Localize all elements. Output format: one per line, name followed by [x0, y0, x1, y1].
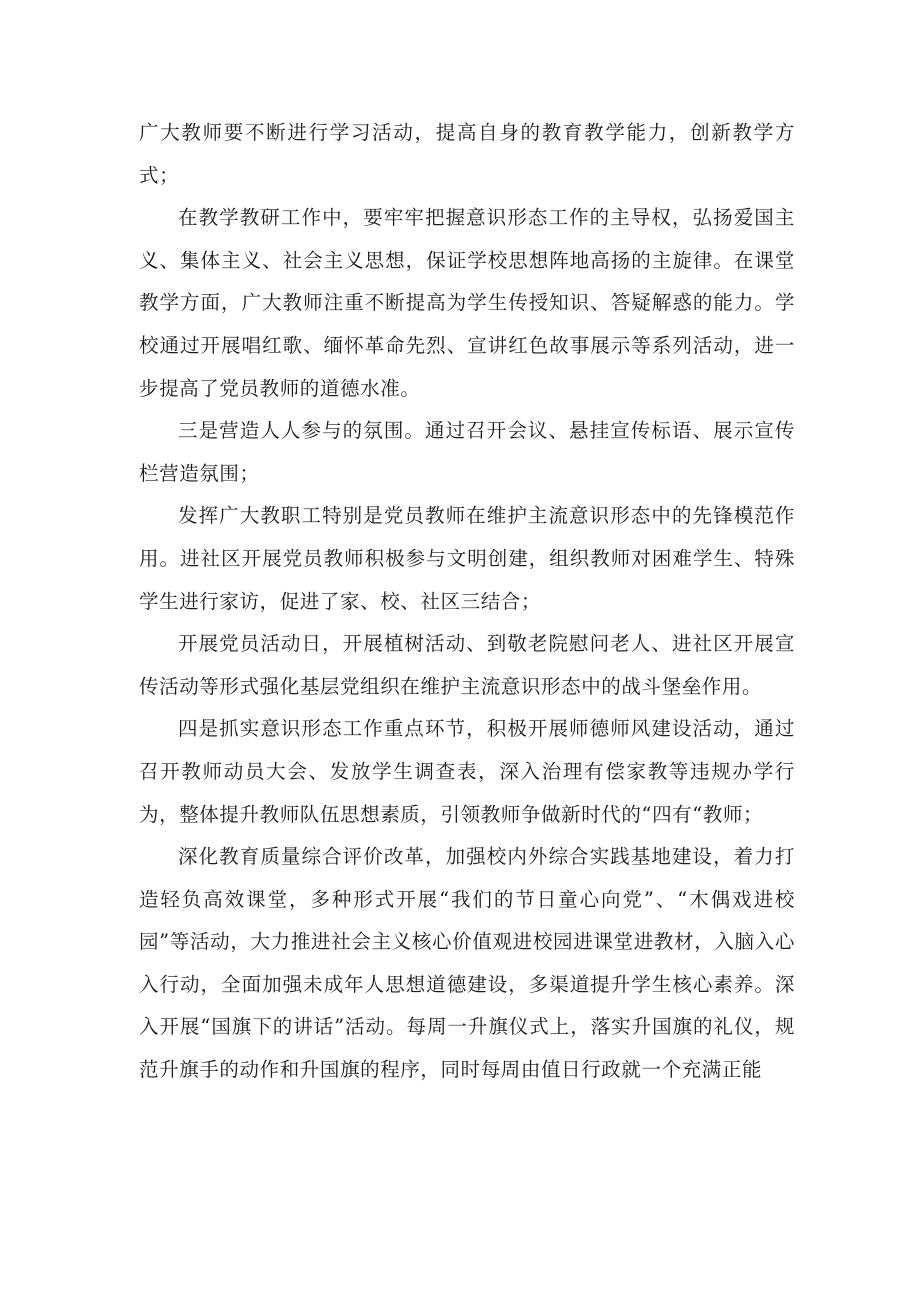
paragraph-2: 在教学教研工作中，要牢牢把握意识形态工作的主导权，弘扬爱国主义、集体主义、社会主义思想，保证学校思想阵地高扬的主旋律。在课堂教学方面，广大教师注重不断提高为学生传授知识、答疑解惑的能力。学校通过开展唱红歌、缅怀革命先烈、宣讲红色故事展示等系列活动，进一步提高了党员教师的道德水准。 — [139, 206, 795, 400]
paragraph-5: 开展党员活动日，开展植树活动、到敬老院慰问老人、进社区开展宣传活动等形式强化基层党组织在维护主流意识形态中的战斗堡垒作用。 — [139, 632, 795, 698]
paragraph-3: 三是营造人人参与的氛围。通过召开会议、悬挂宣传标语、展示宣传栏营造氛围； — [139, 419, 795, 485]
paragraph-7: 深化教育质量综合评价改革，加强校内外综合实践基地建设，着力打造轻负高效课堂，多种形式开展“我们的节日童心向党”、“木偶戏进校园”等活动，大力推进社会主义核心价值观进校园进课堂进教材，入脑入心入行动，全面加强未成年人思想道德建设，多渠道提升学生核心素养。深入开展“国旗下的讲话”活动。每周一升旗仪式上，落实升国旗的礼仪，规范升旗手的动作和升国旗的程序，同时每周由值日行政就一个充满正能 — [139, 845, 795, 1082]
paragraph-1: 广大教师要不断进行学习活动，提高自身的教育教学能力，创新教学方式； — [139, 121, 795, 187]
paragraph-4: 发挥广大教职工特别是党员教师在维护主流意识形态中的先锋模范作用。进社区开展党员教师积极参与文明创建，组织教师对困难学生、特殊学生进行家访，促进了家、校、社区三结合； — [139, 504, 795, 613]
paragraph-6: 四是抓实意识形态工作重点环节，积极开展师德师风建设活动，通过召开教师动员大会、发放学生调查表，深入治理有偿家教等违规办学行为，整体提升教师队伍思想素质，引领教师争做新时代的“四有“教师； — [139, 717, 795, 826]
document-body — [139, 112, 795, 1092]
